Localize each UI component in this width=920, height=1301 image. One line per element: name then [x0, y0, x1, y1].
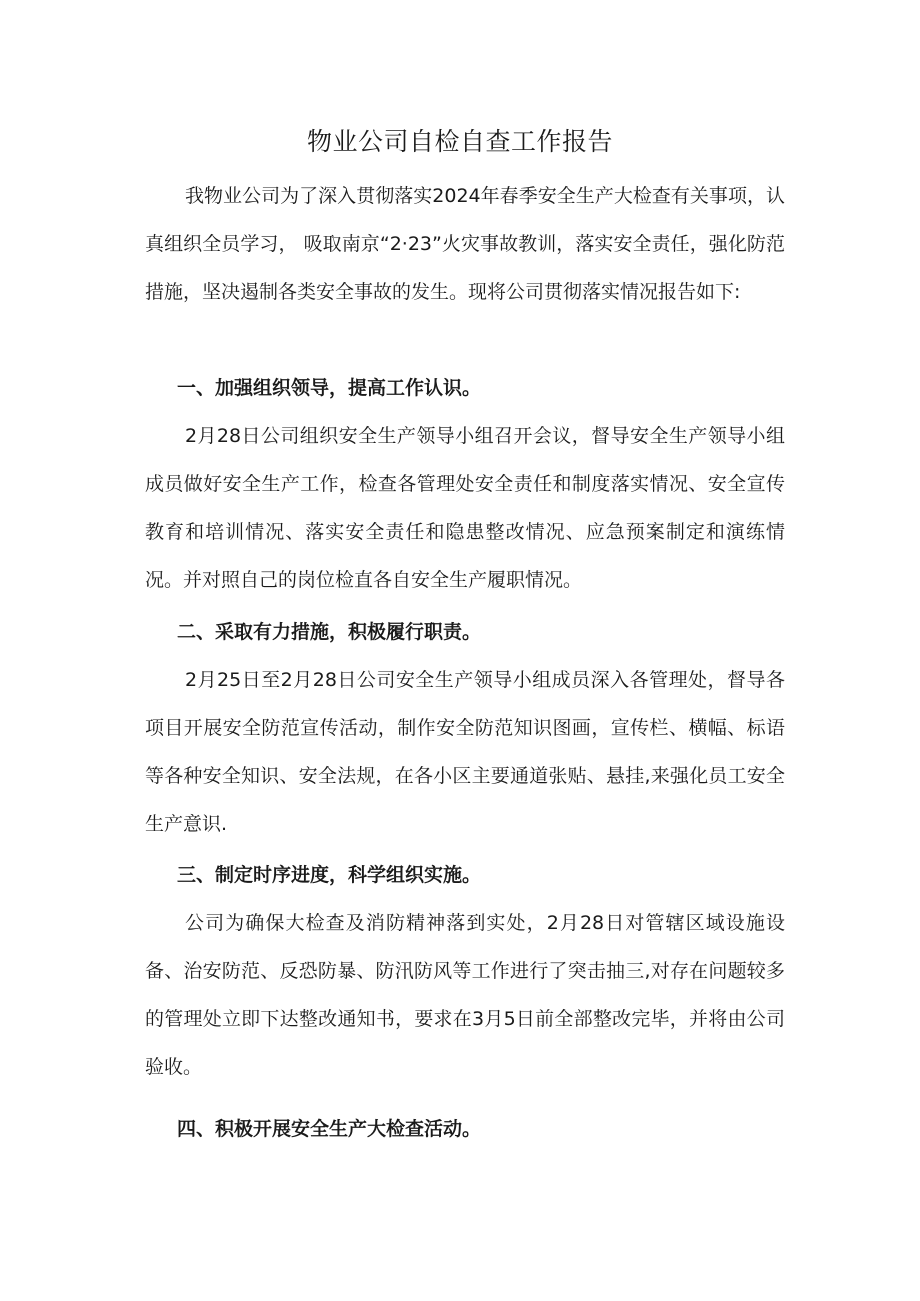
document-title: 物业公司自检自查工作报告	[306, 127, 613, 156]
section-3-body: 公司为确保大检查及消防精神落到实处，2月28日对管辖区域设施设备、治安防范、反恐防暴、防汛防风等工作进行了突击抽三,对存在问题较多的管理处立即下达整改通知书，要求在3月5日前全部整改完毕，并将由公司验收。	[145, 912, 785, 1078]
section-2-body: 2月25日至2月28日公司安全生产领导小组成员深入各管理处，督导各项目开展安全防范宣传活动，制作安全防范知识图画，宣传栏、横幅、标语等各种安全知识、安全法规，在各小区主要通道张贴、悬挂,来强化员工安全生产意识.	[145, 669, 785, 835]
section-1-body: 2月28日公司组织安全生产领导小组召开会议，督导安全生产领导小组成员做好安全生产工作，检查各管理处安全责任和制度落实情况、安全宣传教育和培训情况、落实安全责任和隐患整改情况、应急预案制定和演练情况。并对照自己的岗位检直各自安全生产履职情况。	[145, 425, 785, 591]
section-2-heading: 二、采取有力措施，积极履行职责。	[177, 621, 482, 643]
section-1-heading: 一、加强组织领导，提高工作认识。	[177, 377, 482, 399]
section-3-heading: 三、制定时序进度，科学组织实施。	[177, 864, 482, 886]
intro-paragraph: 我物业公司为了深入贯彻落实2024年春季安全生产大检查有关事项，认真组织全员学习， 吸取南京“2·23”火灾事故教训，落实安全责任，强化防范措施，坚决遏制各类安全事故的发生。现将公司贯彻落实情况报告如下:	[145, 185, 785, 303]
section-4-heading: 四、积极开展安全生产大检查活动。	[177, 1118, 482, 1140]
